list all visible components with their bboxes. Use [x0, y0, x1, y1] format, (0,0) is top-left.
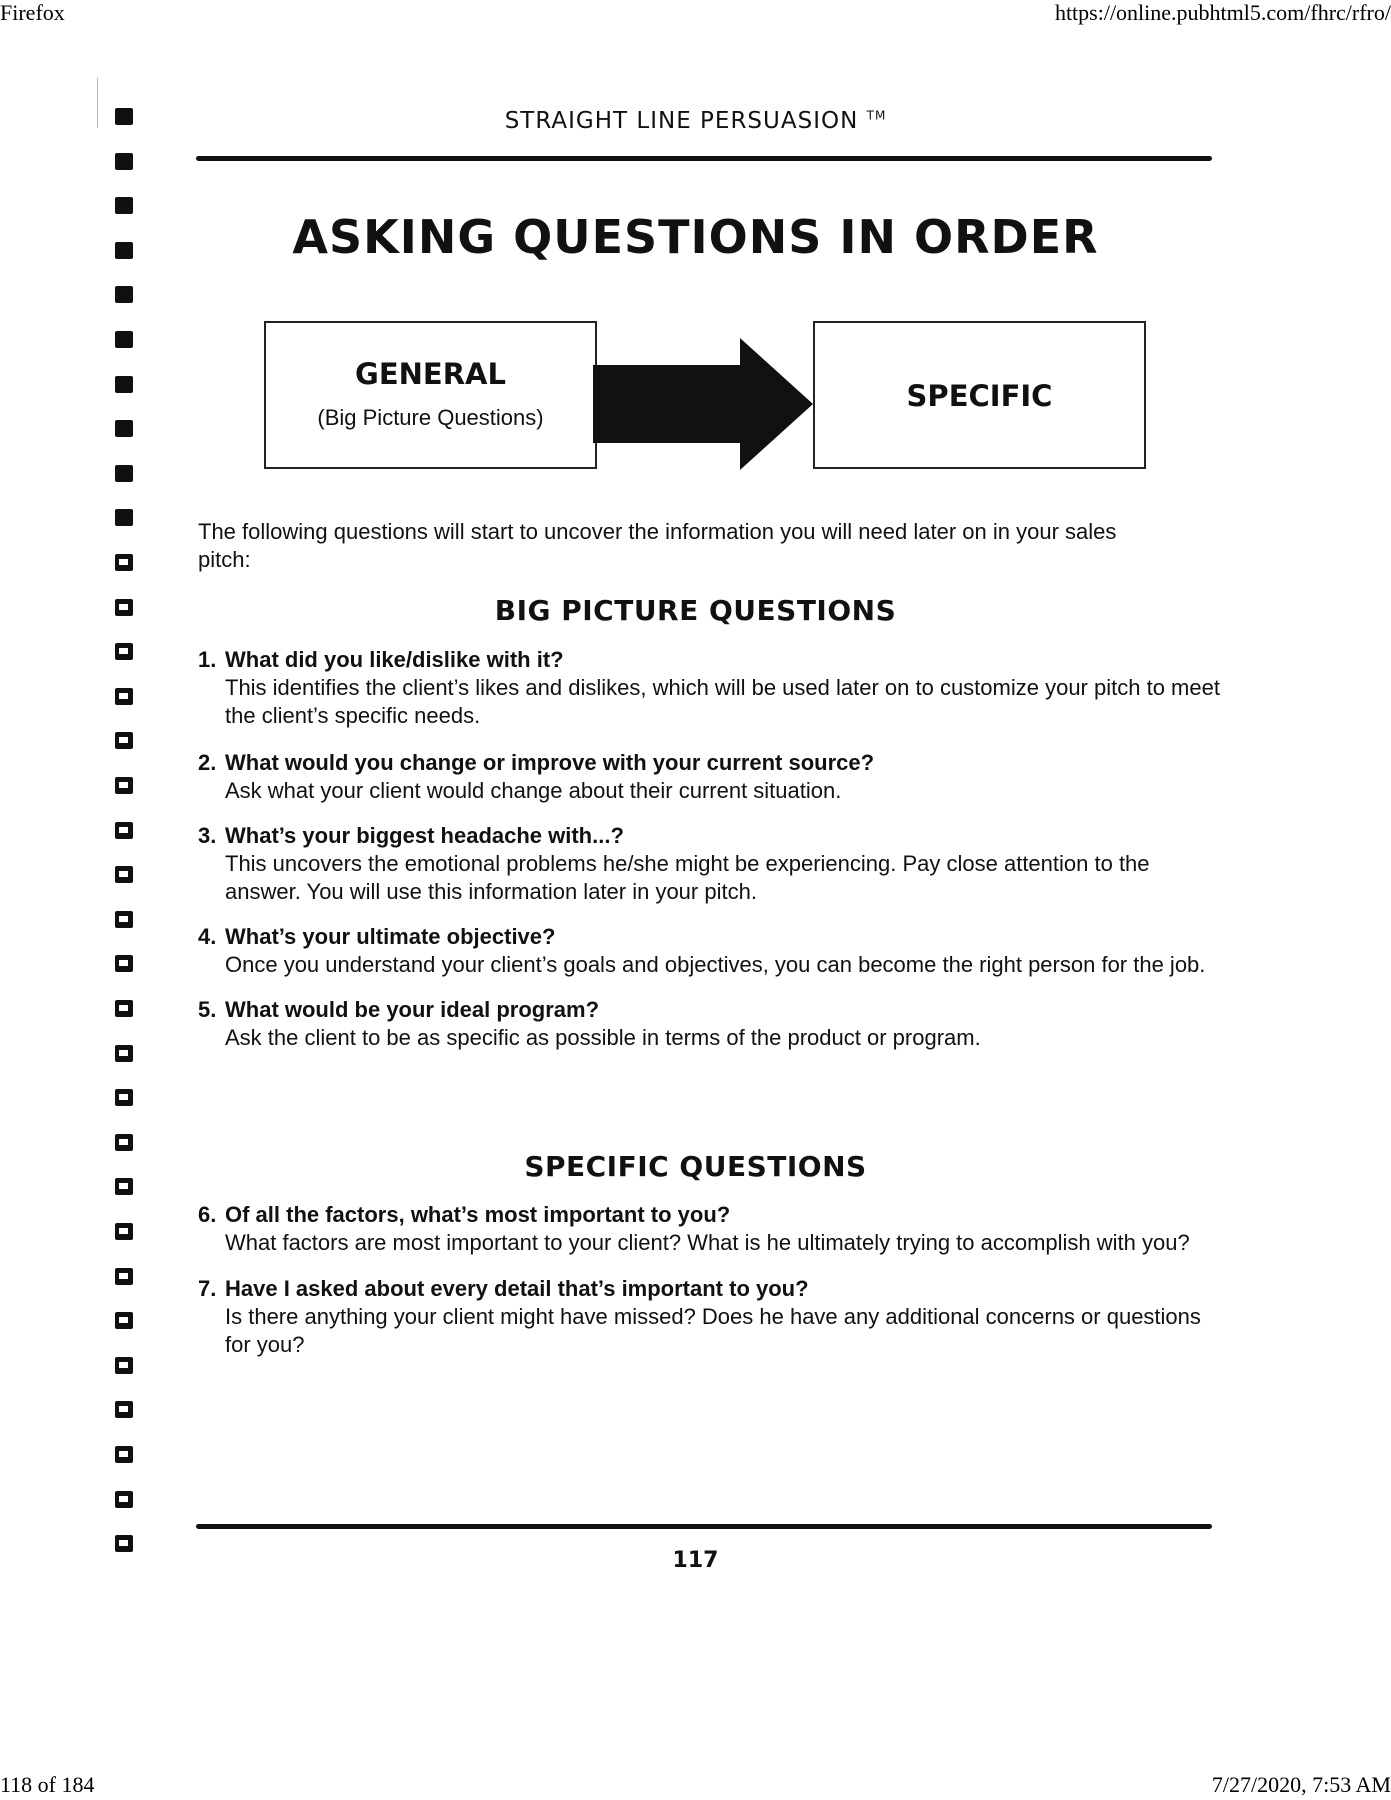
big-picture-list [198, 646, 1228, 1052]
binding-hole [115, 955, 133, 972]
question-number: 6. [198, 1202, 217, 1227]
question-item [198, 749, 1228, 805]
binding-hole [115, 1134, 133, 1151]
binding-hole [115, 1491, 133, 1508]
question-item [198, 996, 1228, 1052]
browser-name: Firefox [0, 0, 65, 25]
binding-hole [115, 1312, 133, 1329]
binding-hole [115, 1000, 133, 1017]
running-head [0, 108, 1391, 134]
question-title: What would be your ideal program? [225, 997, 600, 1022]
specific-list [198, 1201, 1228, 1359]
print-timestamp: 7/27/2020, 7:53 AM [1211, 1772, 1391, 1797]
question-title: What would you change or improve with your current source? [225, 750, 875, 775]
binding-hole [115, 554, 133, 571]
binding-hole [115, 777, 133, 794]
binding-hole [115, 331, 133, 348]
question-body: Ask the client to be as specific as possible in terms of the product or program. [225, 1025, 981, 1050]
page-url[interactable]: https://online.pubhtml5.com/fhrc/rfro/ [1054, 0, 1391, 25]
question-item [198, 1201, 1228, 1257]
binding-hole [115, 732, 133, 749]
page-title: ASKING QUESTIONS IN ORDER [292, 210, 1099, 264]
right-arrow-icon [593, 338, 815, 470]
general-box [264, 321, 597, 469]
general-heading: GENERAL [355, 357, 506, 391]
binding-hole [115, 1223, 133, 1240]
binding-hole [115, 1446, 133, 1463]
binding-hole [115, 153, 133, 170]
binding-hole [115, 866, 133, 883]
bottom-rule [196, 1524, 1212, 1529]
question-body: This uncovers the emotional problems he/she might be experiencing. Pay close attention to the answer. You will use this information later in your pitch. [225, 851, 1150, 904]
specific-questions-heading: SPECIFIC QUESTIONS [524, 1150, 867, 1183]
question-title: Have I asked about every detail that’s important to you? [225, 1276, 809, 1301]
question-title: What’s your biggest headache with...? [225, 823, 624, 848]
question-number: 2. [198, 750, 217, 775]
question-number: 4. [198, 924, 217, 949]
big-picture-heading: BIG PICTURE QUESTIONS [494, 594, 897, 627]
binding-hole [115, 420, 133, 437]
question-body: This identifies the client’s likes and dislikes, which will be used later on to customize your pitch to meet the client’s specific needs. [225, 675, 1220, 728]
binding-hole [115, 822, 133, 839]
question-number: 1. [198, 647, 217, 672]
question-item [198, 822, 1228, 906]
question-number: 5. [198, 997, 217, 1022]
question-number: 7. [198, 1276, 217, 1301]
binding-hole [115, 376, 133, 393]
running-head-text: STRAIGHT LINE PERSUASION [504, 108, 859, 134]
binding-hole [115, 643, 133, 660]
top-rule [196, 156, 1212, 161]
trademark-mark: TM [866, 108, 887, 123]
question-body: Once you understand your client’s goals and objectives, you can become the right person for the job. [225, 952, 1206, 977]
page-number: 117 [672, 1548, 719, 1573]
binding-hole [115, 509, 133, 526]
question-number: 3. [198, 823, 217, 848]
binding-hole [115, 286, 133, 303]
binding-hole [115, 1401, 133, 1418]
specific-heading: SPECIFIC [906, 379, 1053, 413]
binding-hole [115, 1089, 133, 1106]
question-body: What factors are most important to your client? What is he ultimately trying to accomplish with you? [225, 1230, 1190, 1255]
intro-paragraph: The following questions will start to uncover the information you will need later on in your sales pitch: [198, 519, 1117, 572]
question-title: Of all the factors, what’s most important to you? [225, 1202, 731, 1227]
question-title: What did you like/dislike with it? [225, 647, 564, 672]
binding-hole [115, 465, 133, 482]
binding-hole [115, 688, 133, 705]
question-item [198, 646, 1228, 730]
binding-hole [115, 1357, 133, 1374]
question-item [198, 923, 1228, 979]
question-item [198, 1275, 1228, 1359]
specific-box [813, 321, 1146, 469]
question-body: Is there anything your client might have missed? Does he have any additional concerns or questions for you? [225, 1304, 1201, 1357]
page-count: 118 of 184 [0, 1772, 95, 1797]
binding-hole [115, 1268, 133, 1285]
question-title: What’s your ultimate objective? [225, 924, 556, 949]
binding-hole [115, 911, 133, 928]
question-body: Ask what your client would change about their current situation. [225, 778, 842, 803]
general-subtitle: (Big Picture Questions) [317, 405, 544, 430]
binding-hole [115, 1045, 133, 1062]
